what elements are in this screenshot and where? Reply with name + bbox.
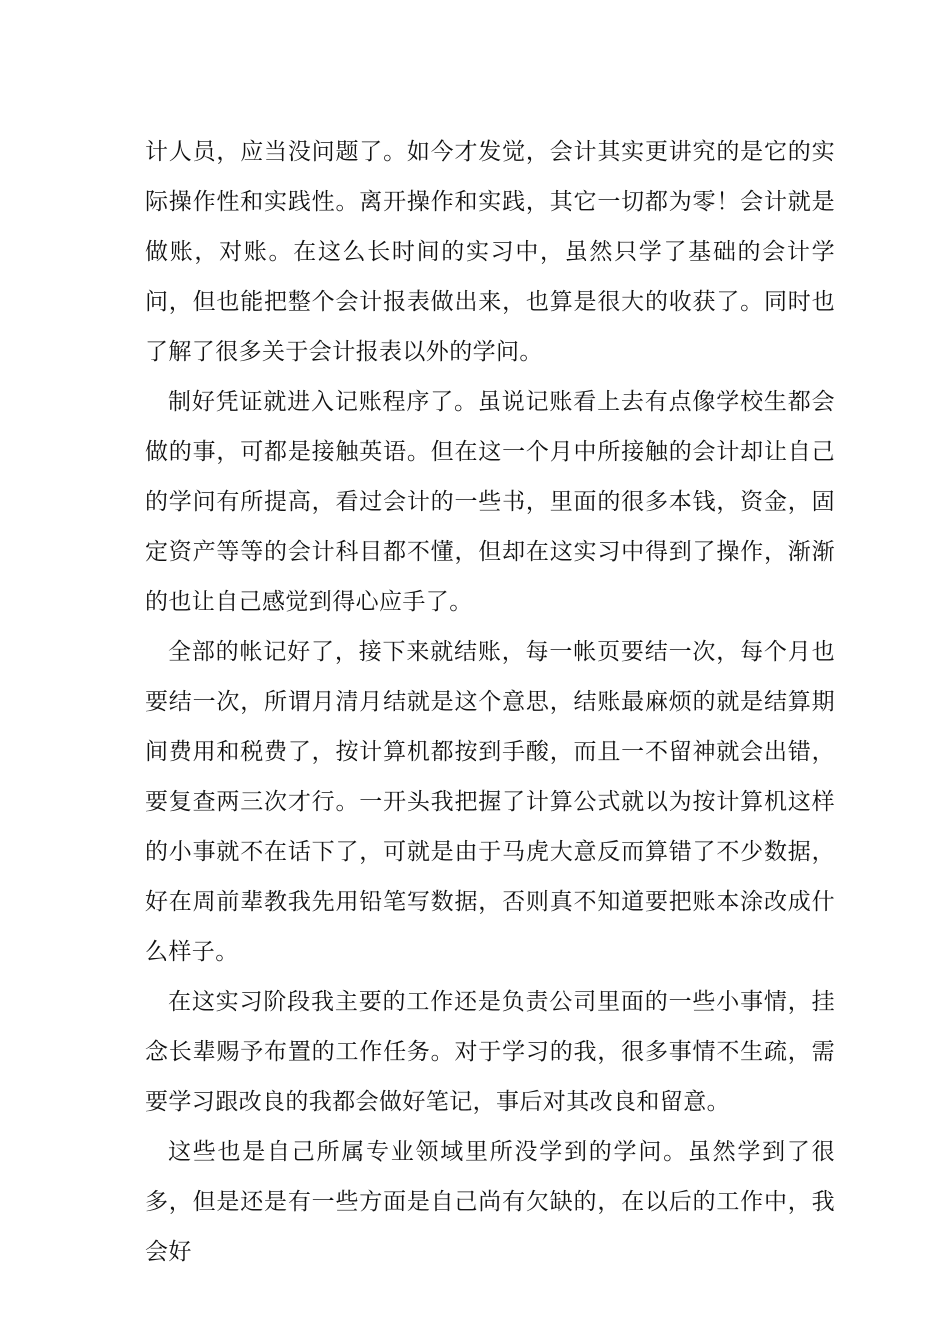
paragraph: 这些也是自己所属专业领域里所没学到的学问。虽然学到了很多，但是还是有一些方面是自己尚有欠缺的，在以后的工作中，我会好 xyxy=(145,1139,835,1265)
document-body xyxy=(145,127,835,1277)
paragraph-continued: 计人员，应当没问题了。如今才发觉，会计其实更讲究的是它的实际操作性和实践性。离开操作和实践，其它一切都为零！会计就是做账，对账。在这么长时间的实习中，虽然只学了基础的会计学问，但也能把整个会计报表做出来，也算是很大的收获了。同时也了解了很多关于会计报表以外的学问。 xyxy=(145,139,835,365)
paragraph: 在这实习阶段我主要的工作还是负责公司里面的一些小事情，挂念长辈赐予布置的工作任务。对于学习的我，很多事情不生疏，需要学习跟改良的我都会做好笔记，事后对其改良和留意。 xyxy=(145,989,835,1115)
paragraph: 制好凭证就进入记账程序了。虽说记账看上去有点像学校生都会做的事，可都是接触英语。但在这一个月中所接触的会计却让自己的学问有所提高，看过会计的一些书，里面的很多本钱，资金，固定资产等等的会计科目都不懂，但却在这实习中得到了操作，渐渐的也让自己感觉到得心应手了。 xyxy=(145,389,835,615)
paragraph: 全部的帐记好了，接下来就结账，每一帐页要结一次，每个月也要结一次，所谓月清月结就是这个意思，结账最麻烦的就是结算期间费用和税费了，按计算机都按到手酸，而且一不留神就会出错，要复查两三次才行。一开头我把握了计算公式就以为按计算机这样的小事就不在话下了，可就是由于马虎大意反而算错了不少数据，好在周前辈教我先用铅笔写数据，否则真不知道要把账本涂改成什么样子。 xyxy=(145,639,835,965)
